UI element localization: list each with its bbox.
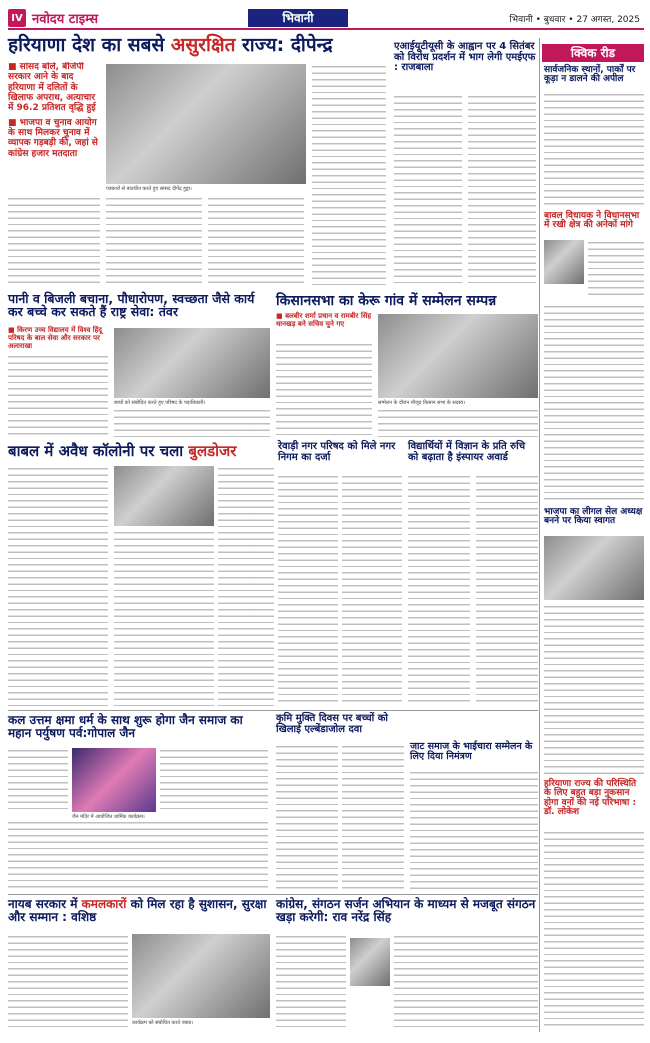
story5-body3 (218, 466, 274, 706)
story11-photo (132, 934, 270, 1018)
story11-headline-part-c: को मिल रहा है सुशासन, सुरक्षा और सम्मान : वशिष्ठ (8, 897, 267, 924)
story4-body2 (378, 408, 538, 438)
sidebar-divider (539, 38, 540, 1032)
story7-headline: विद्यार्थियों में विज्ञान के प्रति रुचि को बढ़ाता है इंस्पायर अवार्ड (408, 441, 526, 463)
paper-name: नवोदय टाइम्स (32, 12, 99, 27)
story3-headline: पानी व बिजली बचाना, पौधारोपण, स्वच्छता जैसे कार्य कर बच्चे कर सकते हैं राष्ट्र सेवा: तंवर (8, 291, 255, 320)
lead-headline-highlight: असुरक्षित (170, 34, 236, 56)
sidebar-item3-photo (544, 536, 644, 600)
story12-photo (350, 938, 390, 986)
story2-body-col2 (468, 94, 536, 286)
lead-body-col4 (312, 64, 386, 286)
story11-caption: कार्यक्रम को संबोधित करते वक्ता। (132, 1020, 194, 1026)
lead-headline-part-a: हरियाणा देश का सबसे (8, 34, 171, 56)
row-divider (8, 710, 538, 711)
story11-headline-highlight: कमलकारों (81, 897, 127, 911)
story10-headline: जाट समाज के भाईचारा सम्मेलन के लिए दिया निमंत्रण (410, 741, 533, 762)
story3-caption: बच्चों को संबोधित करते हुए परिषद के पदाधिकारी। (114, 400, 206, 406)
story5-body2 (114, 530, 214, 706)
sidebar-item2-body2 (544, 304, 644, 500)
story5-photo (114, 466, 214, 526)
story12-body2 (394, 934, 538, 1028)
sidebar-item4-body (544, 830, 644, 1028)
lead-headline (8, 36, 388, 56)
story4-caption: सम्मेलन के दौरान मौजूद किसान सभा के सदस्य। (378, 400, 466, 406)
lead-points (8, 62, 100, 190)
sidebar-item1-headline: सार्वजनिक स्थानों, पार्कों पर कूड़ा न डालने की अपील (544, 65, 636, 85)
story7-body2 (476, 474, 538, 706)
story12-body (276, 934, 346, 1028)
story9-headline: कृमि मुक्ति दिवस पर बच्चों को खिलाई एल्बेंडाजोल दवा (276, 713, 388, 735)
story5-headline (8, 444, 270, 460)
story3-sub-text: किरण उच्च विद्यालय में विश्व हिंदू परिषद के बाल सेवा और सरकार पर अलाराखा (8, 326, 103, 351)
story2-headline: एआईयूटीयूसी के आह्वान पर 4 सितंबर को विरोध प्रदर्शन में भाग लेगी एमईएफ : राजबाला (394, 41, 536, 73)
story4-photo (378, 314, 538, 398)
lead-photo-caption: पत्रकारों से बातचीत करते हुए सांसद दीपेंद्र हुड्डा। (106, 186, 192, 192)
story3-photo (114, 328, 270, 398)
story3-body (8, 354, 108, 436)
story8-caption: जैन मंदिर में आयोजित धार्मिक कार्यक्रम। (72, 814, 145, 820)
story6-headline: रेवाड़ी नगर परिषद को मिले नगर निगम का दर्जा (278, 441, 396, 463)
story11-body (8, 934, 128, 1028)
sidebar-item2-headline: बावल विधायक ने विधानसभा में रखी क्षेत्र की अनेकों मांगे (544, 211, 640, 231)
sidebar-title: क्विक रीड (542, 44, 644, 62)
story12-headline: कांग्रेस, संगठन सर्जन अभियान के माध्यम से मजबूत संगठन खड़ा करेगी: राव नरेंद्र सिंह (276, 897, 536, 924)
sidebar-item3-body (544, 604, 644, 774)
story8-body (8, 748, 68, 812)
page-number: IV (8, 9, 26, 27)
row-divider-2 (8, 894, 538, 895)
sidebar-item4-headline: हरियाणा राज्य की परिस्थिति के लिए बहुत बड़ा नुकसान होगा वनों की नई परिभाषा : डॉ. लोकेश (544, 779, 637, 818)
story3-body2 (114, 408, 270, 438)
dateline: भिवानी • बुधवार • 27 अगस्त, 2025 (509, 15, 640, 25)
story7-body (408, 474, 470, 706)
story8-photo (72, 748, 156, 812)
newspaper-page (8, 8, 644, 1032)
story8-headline: कल उत्तम क्षमा धर्म के साथ शुरू होगा जैन समाज का महान पर्युषण पर्व:गोपाल जैन (8, 713, 243, 740)
story11-headline-part-a: नायब सरकार में (8, 897, 82, 911)
story11-headline (8, 898, 270, 923)
lead-body-col1 (8, 196, 100, 286)
section-label: भिवानी (248, 9, 348, 27)
story4-sub: ■ बलबीर शर्मा प्रधान व रामबीर सिंह धानखड़ बने सचिव चुने गए (276, 312, 372, 329)
lead-point-text: सांसद बोले, बीजेपी सरकार आने के बाद हरियाणा में दलितों के खिलाफ अपराध, अत्याचार में 96.2 प्रतिशत वृद्धि हुई (8, 62, 96, 114)
story5-body (8, 466, 108, 706)
story6-body (278, 474, 338, 706)
lead-point: ■ भाजपा व चुनाव आयोग के साथ मिलकर चुनाव में व्यापक गड़बड़ी की, जहां से कांग्रेस हजार मतदाता (8, 117, 98, 159)
masthead (8, 8, 644, 30)
sidebar-item2-photo (544, 240, 584, 284)
story3-sub: ■ किरण उच्च विद्यालय में विश्व हिंदू परिषद के बाल सेवा और सरकार पर अलाराखा (8, 326, 103, 351)
lead-headline-part-c: राज्य: दीपेन्द्र (235, 34, 333, 56)
story5-headline-highlight: बुलडोजर (188, 442, 237, 460)
story4-body (276, 342, 372, 438)
lead-point-text: भाजपा व चुनाव आयोग के साथ मिलकर चुनाव में व्यापक गड़बड़ी की, जहां से कांग्रेस हजार मतदाता (8, 117, 98, 159)
story9-body (276, 744, 338, 890)
story2-body (394, 94, 462, 286)
story5-headline-part-a: बाबल में अवैध कॉलोनी पर चला (8, 442, 189, 460)
lead-body-col2 (106, 196, 202, 286)
sidebar-item3-headline: भाजपा का लीगल सेल अध्यक्ष बनने पर किया स्वागत (544, 507, 643, 527)
lead-body-col3 (208, 196, 304, 286)
lead-photo (106, 64, 306, 184)
lead-point: ■ सांसद बोले, बीजेपी सरकार आने के बाद हरियाणा में दलितों के खिलाफ अपराध, अत्याचार में 96.2 प्रतिशत वृद्धि हुई (8, 62, 96, 114)
story6-body2 (342, 474, 402, 706)
sidebar-item1-body (544, 92, 644, 206)
sidebar-item2-body (588, 240, 644, 300)
story10-body (410, 770, 538, 890)
story4-headline: किसानसभा का केरू गांव में सम्मेलन सम्पन्न (276, 293, 497, 309)
story8-body2 (160, 748, 268, 812)
story9-body2 (342, 744, 404, 890)
story4-sub-text: बलबीर शर्मा प्रधान व रामबीर सिंह धानखड़ बने सचिव चुने गए (276, 312, 372, 329)
story8-body3 (8, 820, 268, 890)
